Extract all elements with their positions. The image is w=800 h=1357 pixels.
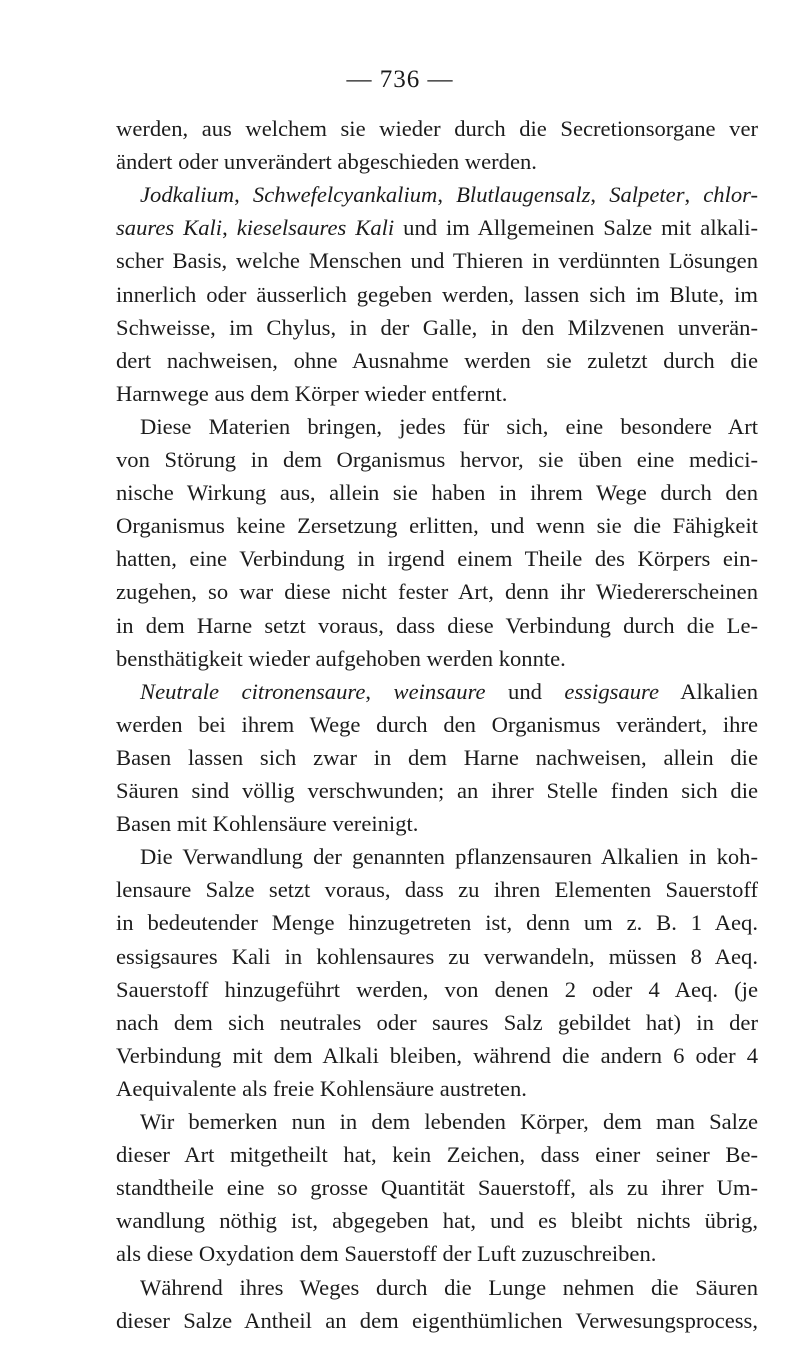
emphasized-term: Neutrale citronensaure [140,678,366,704]
text-line [116,906,758,939]
text-segment: zugehen, so war diese nicht fester Art, denn ihr Wiedererscheinen [116,579,758,605]
emphasized-term: essigsaure [564,678,659,704]
text-segment: in dem Harne setzt voraus, dass diese Verbindung durch die Le- [116,612,758,638]
text-line [116,1072,758,1105]
text-segment: Diese Materien bringen, jedes für sich, eine besondere Art [140,413,758,439]
text-line [116,145,758,178]
emphasized-term: Jodkalium [140,182,235,208]
text-segment: Harnwege aus dem Körper wieder entfernt. [116,380,508,406]
text-line [116,807,758,840]
text-line [116,675,758,708]
text-segment: , [234,182,253,208]
text-line [116,1171,758,1204]
text-segment: , [365,678,394,704]
text-segment: als diese Oxydation dem Sauerstoff der Luft zuzuschreiben. [116,1241,657,1267]
text-line [116,344,758,377]
text-line [116,1138,758,1171]
text-line [116,377,758,410]
text-line [116,1105,758,1138]
text-segment: Basen mit Kohlensäure vereinigt. [116,811,419,837]
emphasized-term: saures Kali [116,215,223,241]
text-segment: hatten, eine Verbindung in irgend einem Theile des Körpers ein- [116,546,758,572]
text-line [116,542,758,575]
text-segment: in bedeutender Menge hinzugetreten ist, denn um z. B. 1 Aeq. [116,910,758,936]
text-line [116,840,758,873]
text-segment: werden bei ihrem Wege durch den Organismus verändert, ihre [116,711,758,737]
text-line [116,211,758,244]
text-line [116,476,758,509]
text-line [116,112,758,145]
text-line [116,244,758,277]
text-segment: Verbindung mit dem Alkali bleiben, während die andern 6 oder 4 [116,1042,758,1068]
emphasized-term: chlor- [703,182,758,208]
text-segment: dieser Art mitgetheilt hat, kein Zeichen, dass einer seiner Be- [116,1142,758,1168]
text-segment: , [684,182,704,208]
text-line [116,609,758,642]
text-segment: , [222,215,237,241]
text-line [116,278,758,311]
text-line [116,642,758,675]
text-segment: Sauerstoff hinzugeführt werden, von denen 2 oder 4 Aeq. (je [116,976,758,1002]
text-segment: werden, aus welchem sie wieder durch die Secretionsorgane ver [116,116,758,141]
text-line [116,1204,758,1237]
text-line [116,1271,758,1304]
text-line [116,443,758,476]
text-line [116,1006,758,1039]
text-line [116,410,758,443]
text-segment: bensthätigkeit wieder aufgehoben werden konnte. [116,645,566,671]
text-segment: von Störung in dem Organismus hervor, sie üben eine medici- [116,447,758,472]
text-segment: essigsaures Kali in kohlensaures zu verwandeln, müssen 8 Aeq. [116,943,758,969]
text-segment: scher Basis, welche Menschen und Thieren in verdünnten Lösungen [116,248,758,274]
text-line [116,178,758,211]
text-line [116,873,758,906]
text-line [116,311,758,344]
text-segment: und [485,678,565,704]
emphasized-term: kieselsaures Kali [236,215,395,241]
text-line [116,708,758,741]
text-line [116,973,758,1006]
text-segment: nach dem sich neutrales oder saures Salz gebildet hat) in der [116,1009,758,1035]
text-segment: dieser Salze Antheil an dem eigenthümlichen Verwesungsprocess, [116,1307,758,1333]
text-segment: lensaure Salze setzt voraus, dass zu ihren Elementen Sauerstoff [116,877,758,903]
text-segment: Basen lassen sich zwar in dem Harne nachweisen, allein die [116,744,758,770]
text-segment: Schweisse, im Chylus, in der Galle, in den Milzvenen unverän- [116,314,758,340]
text-line [116,741,758,774]
text-segment: , [590,182,610,208]
text-segment: dert nachweisen, ohne Ausnahme werden sie zuletzt durch die [116,347,758,373]
text-segment: Aequivalente als freie Kohlensäure austreten. [116,1075,527,1101]
text-segment: nische Wirkung aus, allein sie haben in ihrem Wege durch den [116,480,758,506]
emphasized-term: Salpeter [609,182,685,208]
text-segment: wandlung nöthig ist, abgegeben hat, und es bleibt nichts übrig, [116,1208,758,1234]
text-segment: Wir bemerken nun in dem lebenden Körper, dem man Salze [140,1109,758,1134]
text-segment: innerlich oder äusserlich gegeben werden, lassen sich im Blute, im [116,281,758,307]
emphasized-term: weinsaure [393,678,486,704]
text-line [116,1039,758,1072]
text-segment: Während ihres Weges durch die Lunge nehmen die Säuren [140,1274,758,1300]
text-segment: und im Allgemeinen Salze mit alkali- [394,215,758,241]
text-segment: Alkalien [658,678,758,704]
page-number: — 736 — [346,66,454,93]
text-segment: Organismus keine Zersetzung erlitten, und wenn sie die Fähigkeit [116,513,758,539]
text-segment: , [437,182,457,208]
text-segment: Die Verwandlung der genannten pflanzensauren Alkalien in koh- [140,844,758,870]
text-line [116,509,758,542]
emphasized-term: Schwefelcyankalium [252,182,438,208]
text-line [116,1237,758,1270]
text-segment: Säuren sind völlig verschwunden; an ihrer Stelle finden sich die [116,778,758,803]
text-segment: standtheile eine so grosse Quantität Sauerstoff, als zu ihrer Um- [116,1175,758,1201]
text-line [116,774,758,807]
text-segment: ändert oder unverändert abgeschieden werden. [116,149,537,175]
text-line [116,940,758,973]
text-line [116,1304,758,1337]
text-line [116,575,758,608]
emphasized-term: Blutlaugensalz [456,182,591,208]
